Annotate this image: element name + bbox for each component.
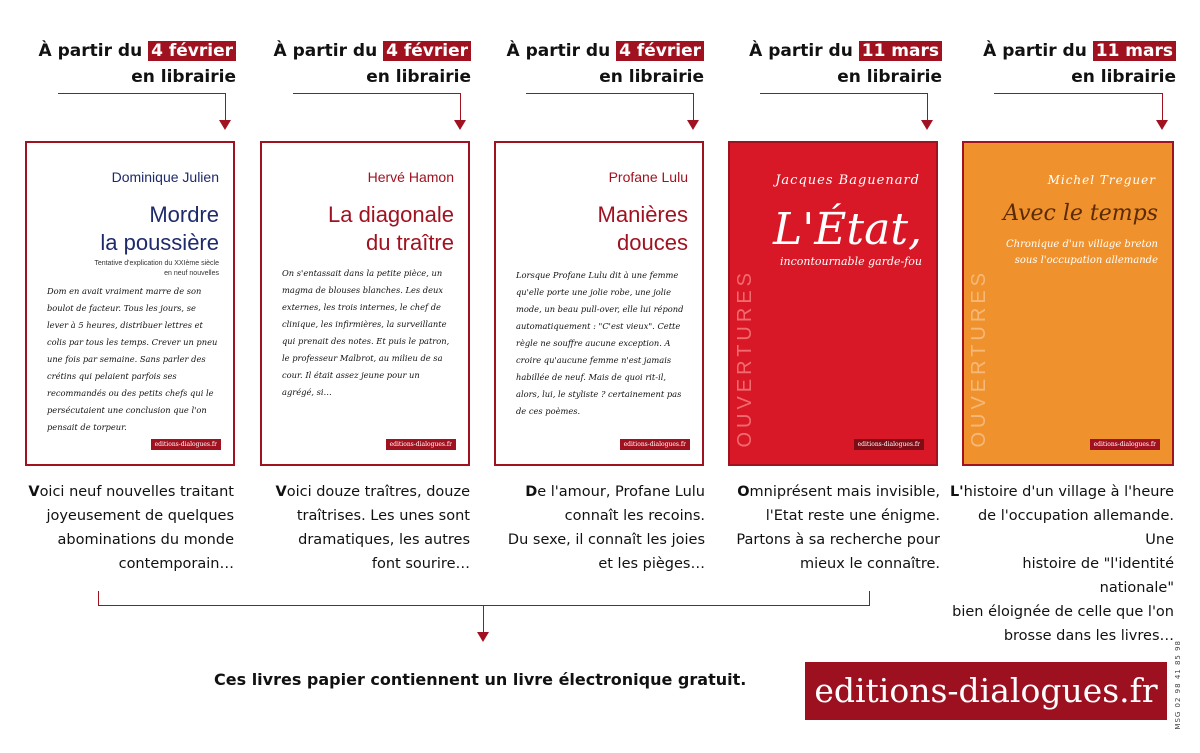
arrow-down-icon bbox=[1156, 120, 1168, 130]
bracket-rule bbox=[98, 605, 870, 606]
date-highlight: 4 février bbox=[616, 41, 704, 61]
book-title: Avec le temps bbox=[1003, 201, 1158, 226]
book-title: Mordre la poussière bbox=[100, 202, 219, 255]
bracket-right-tick bbox=[869, 591, 870, 605]
book-subtitle: incontournable garde-fou bbox=[780, 255, 922, 268]
book-author: Michel Treguer bbox=[1047, 173, 1156, 187]
publisher-badge: editions-dialogues.fr bbox=[854, 439, 924, 450]
release-date bbox=[749, 38, 942, 90]
arrow-down-icon bbox=[687, 120, 699, 130]
book-description: De l'amour, Profane Lulu connaît les recoins. Du sexe, il connaît les joies et les pièges… bbox=[507, 484, 705, 572]
book-subtitle: Tentative d'explication du XXIème siècle en neuf nouvelles bbox=[94, 260, 219, 277]
date-highlight: 4 février bbox=[148, 41, 236, 61]
date-highlight: 4 février bbox=[383, 41, 471, 61]
date-prefix: À partir du bbox=[38, 41, 143, 61]
date-suffix: en librairie bbox=[599, 67, 704, 87]
book-title: L'État, bbox=[772, 204, 922, 255]
desc-initial: V bbox=[275, 484, 287, 500]
date-rule bbox=[526, 93, 693, 94]
date-rule bbox=[760, 93, 927, 94]
desc-initial: V bbox=[28, 484, 40, 500]
book-author: Jacques Baguenard bbox=[775, 173, 920, 188]
desc-initial: D bbox=[525, 484, 538, 500]
release-date bbox=[274, 38, 471, 90]
book-author: Profane Lulu bbox=[608, 169, 688, 185]
book-author: Hervé Hamon bbox=[367, 169, 454, 185]
book-subtitle-line1: Chronique d'un village breton bbox=[1006, 239, 1158, 250]
book-cover-la-diagonale-du-traitre[interactable] bbox=[260, 141, 470, 466]
book-author: Dominique Julien bbox=[111, 169, 219, 185]
release-date bbox=[507, 38, 704, 90]
book-cover-avec-le-temps[interactable] bbox=[962, 141, 1174, 466]
book-description: Omniprésent mais invisible, l'Etat reste une énigme. Partons à sa recherche pour mieux le connaître. bbox=[736, 484, 940, 572]
bracket-left-tick bbox=[98, 591, 99, 605]
desc-initial: O bbox=[737, 484, 750, 500]
date-prefix: À partir du bbox=[273, 41, 378, 61]
book-title: Manières douces bbox=[597, 202, 688, 255]
arrow-down-icon bbox=[477, 632, 489, 642]
collection-label: OUVERTURES bbox=[968, 269, 990, 448]
date-highlight: 11 mars bbox=[1093, 41, 1176, 61]
ebook-statement: Ces livres papier contiennent un livre électronique gratuit. bbox=[214, 670, 747, 689]
handwritten-excerpt: Dom en avait vraiment marre de son boulot de facteur. Tous les jours, se lever à 5 heures, distribuer lettres et colis par tous les temps. Crever un pneu une fois par semaine. Sans parler des crétins qui pelaient parfois ses recommandés ou des petits chefs qui le persécutaient une conclusion que l'on pensait de torpeur. bbox=[47, 286, 218, 432]
arrow-down-icon bbox=[921, 120, 933, 130]
publisher-logo[interactable]: editions-dialogues.fr bbox=[805, 662, 1167, 720]
date-rule bbox=[293, 93, 460, 94]
publisher-badge: editions-dialogues.fr bbox=[1090, 439, 1160, 450]
date-highlight: 11 mars bbox=[859, 41, 942, 61]
date-suffix: en librairie bbox=[837, 67, 942, 87]
date-prefix: À partir du bbox=[749, 41, 853, 61]
collection-label: OUVERTURES bbox=[734, 269, 756, 448]
book-title: La diagonale du traître bbox=[327, 202, 454, 255]
desc-initial: L' bbox=[949, 484, 964, 500]
arrow-down-icon bbox=[454, 120, 466, 130]
book-description: Voici douze traîtres, douze traîtrises. Les unes sont dramatiques, les autres font sourire… bbox=[275, 484, 470, 572]
handwritten-excerpt: Lorsque Profane Lulu dit à une femme qu'elle porte une jolie robe, une jolie mode, un beau pull-over, elle lui répond automatiquement : "C'est vieux". Cette règle ne souffre aucune exception. A croire qu'aucune femme n'est jamais habillée de neuf. Mais de quoi rit-il, alors, lui, le styliste ? certainement pas de ces poèmes. bbox=[516, 270, 684, 416]
book-cover-l-etat[interactable] bbox=[728, 141, 938, 466]
book-cover-mordre-la-poussiere[interactable] bbox=[25, 141, 235, 466]
release-date bbox=[983, 38, 1176, 90]
date-rule bbox=[994, 93, 1162, 94]
date-suffix: en librairie bbox=[131, 67, 236, 87]
book-description: Voici neuf nouvelles traitant joyeusement de quelques abominations du monde contemporain… bbox=[28, 484, 234, 572]
date-suffix: en librairie bbox=[1071, 67, 1176, 87]
handwritten-excerpt: On s'entassait dans la petite pièce, un magma de blouses blanches. Les deux externes, les trois internes, le chef de clinique, les infirmières, la surveillante qui prenait des notes. Et puis le patron, le professeur Malbrot, au milieu de sa cour. Il était assez jeune pour un agrégé, si… bbox=[282, 268, 450, 397]
date-suffix: en librairie bbox=[366, 67, 471, 87]
publisher-badge: editions-dialogues.fr bbox=[620, 439, 690, 450]
book-description: L'histoire d'un village à l'heure de l'occupation allemande. Une histoire de "l'identité nationale" bien éloignée de celle que l'on brosse dans les livres… bbox=[949, 484, 1174, 644]
release-date bbox=[39, 38, 236, 90]
publisher-badge: editions-dialogues.fr bbox=[386, 439, 456, 450]
date-prefix: À partir du bbox=[506, 41, 611, 61]
publisher-badge: editions-dialogues.fr bbox=[151, 439, 221, 450]
book-cover-manieres-douces[interactable] bbox=[494, 141, 704, 466]
date-rule bbox=[58, 93, 225, 94]
book-subtitle-line2: sous l'occupation allemande bbox=[1014, 255, 1158, 266]
date-prefix: À partir du bbox=[983, 41, 1087, 61]
side-code: MSG 02 98 41 85 98 bbox=[1174, 640, 1182, 730]
arrow-down-icon bbox=[219, 120, 231, 130]
